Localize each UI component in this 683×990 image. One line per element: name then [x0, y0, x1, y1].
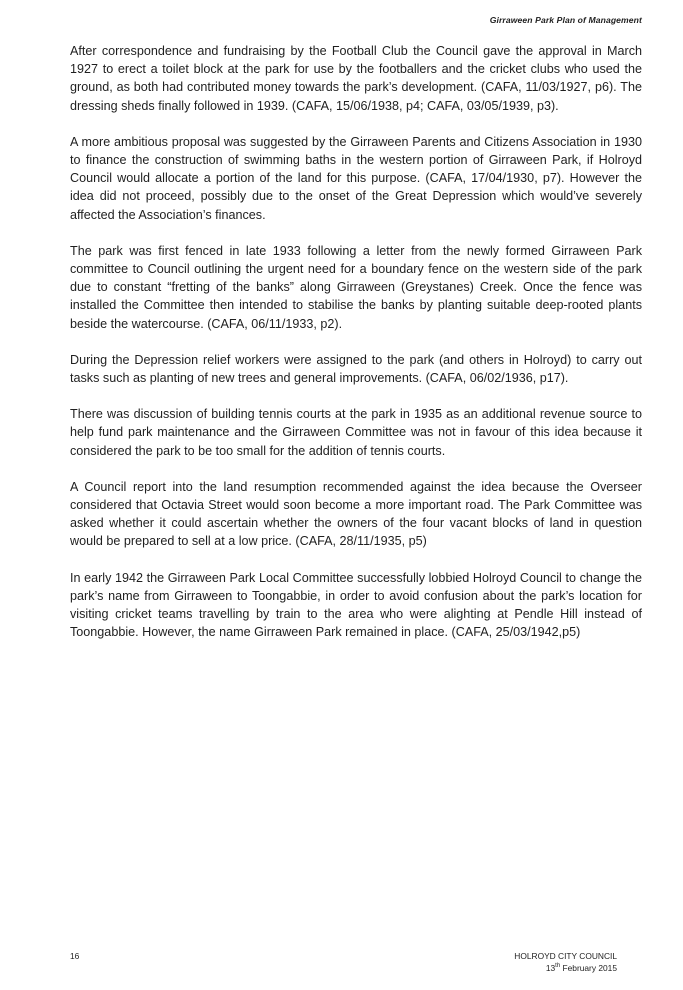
footer-date-rest: February 2015 — [560, 962, 617, 973]
page-number: 16 — [70, 951, 80, 961]
paragraph-toilet-block: After correspondence and fundraising by the Football Club the Council gave the approval in March 1927 to erect a toilet block at the park for use by the footballers and the cricket clubs who used the ground, as both had contributed money towards the park’s development. (CAFA, 11/03/1927, p6). The dressing sheds finally followed in 1939. (CAFA, 15/06/1938, p4; CAFA, 03/05/1939, p3). — [70, 44, 642, 113]
paragraph-park-fencing: The park was first fenced in late 1933 following a letter from the newly formed Girraween Park committee to Council outlining the urgent need for a boundary fence on the western side of the park due to constant “fretting of the banks” along Girraween (Greystanes) Creek. Once the fence was installed the Committee then intended to stabilise the banks by planting suitable deep-rooted plants beside the watercourse. (CAFA, 06/11/1933, p2). — [70, 243, 642, 331]
paragraph-depression-relief: During the Depression relief workers were assigned to the park (and others in Holroyd) to carry out tasks such as planting of new trees and general improvements. (CAFA, 06/02/1936, p17). — [70, 352, 642, 386]
paragraph-tennis-courts: There was discussion of building tennis courts at the park in 1935 as an additional revenue source to help fund park maintenance and the Girraween Committee was not in favour of this idea because it considered the park to be too small for the addition of tennis courts. — [70, 407, 642, 458]
running-header-title: Girraween Park Plan of Management — [489, 15, 642, 25]
paragraph-swimming-baths: A more ambitious proposal was suggested by the Girraween Parents and Citizens Association in 1930 to finance the construction of swimming baths in the western portion of Girraween Park, if Holroyd Council would allocate a portion of the land for this purpose. (CAFA, 17/04/1930, p7). However the idea did not proceed, possibly due to the onset of the Great Depression which would’ve severely affected the Association’s finances. — [70, 134, 642, 222]
footer-date — [514, 963, 617, 975]
document-body — [70, 42, 642, 659]
footer-info — [514, 951, 617, 974]
footer-date-day: 13 — [545, 962, 556, 973]
footer-organization: HOLROYD CITY COUNCIL — [514, 951, 617, 961]
paragraph-land-resumption: A Council report into the land resumption recommended against the idea because the Overseer considered that Octavia Street would soon become a more important road. The Park Committee was asked whether it could ascertain whether the owners of the four vacant blocks of land in question would be prepared to sell at a low price. (CAFA, 28/11/1935, p5) — [70, 479, 642, 549]
footer-date-suffix: th — [555, 962, 561, 969]
paragraph-park-name-change: In early 1942 the Girraween Park Local Committee successfully lobbied Holroyd Council to change the park’s name from Girraween to Toongabbie, in order to avoid confusion about the park’s location for visiting cricket teams travelling by train to the area who were alighting at Pendle Hill instead of Toongabbie. However, the name Girraween Park remained in place. (CAFA, 25/03/1942,p5) — [70, 570, 642, 640]
